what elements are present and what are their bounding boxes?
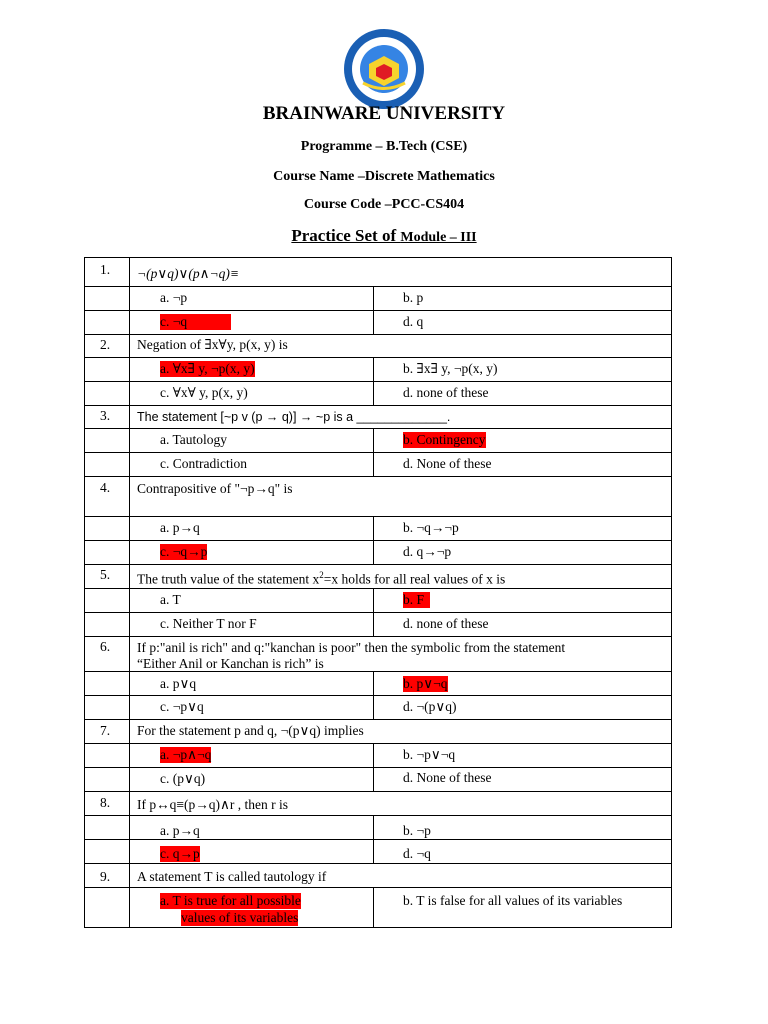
option-c-correct: c. ¬q	[160, 314, 231, 330]
option-a-correct: a. T is true for all possible	[160, 893, 301, 908]
question-text-part: The truth value of the statement x	[137, 571, 320, 587]
option-d: d. none of these	[403, 385, 489, 400]
question-text: The statement [~p v (p → q)] → ~p is a _____________.	[137, 410, 451, 424]
option-a-correct: a. ∀x∃ y, ¬p(x, y)	[160, 361, 255, 376]
question-text: A statement T is called tautology if	[137, 869, 327, 884]
exponent: 2	[319, 570, 324, 580]
question-number: 6.	[100, 639, 111, 654]
option-b: b. ¬q→¬p	[403, 520, 459, 535]
question-text	[137, 567, 505, 588]
option-d: d. q→¬p	[403, 544, 452, 559]
course-name-line: Course Name –Discrete Mathematics	[273, 169, 495, 184]
question-number: 3.	[100, 408, 111, 423]
question-text-part: =x holds for all real values of x is	[323, 571, 506, 587]
option-c: c. ¬p∨q	[160, 699, 204, 714]
option-b-correct: b. F	[403, 592, 430, 608]
question-number: 4.	[100, 480, 111, 495]
option-c: c. Neither T nor F	[160, 616, 257, 631]
option-d: d. None of these	[403, 770, 492, 785]
option-c-correct: c. q→p	[160, 846, 200, 861]
option-b: b. ¬p	[403, 823, 431, 838]
option-d: d. q	[403, 314, 424, 329]
question-text: Negation of ∃x∀y, p(x, y) is	[137, 337, 288, 352]
university-title: BRAINWARE UNIVERSITY	[262, 103, 506, 124]
option-c: c. ∀x∀ y, p(x, y)	[160, 385, 248, 400]
question-number: 9.	[100, 869, 111, 884]
question-number: 1.	[100, 262, 111, 277]
option-b: b. p	[403, 290, 424, 305]
question-text-line2: “Either Anil or Kanchan is rich” is	[137, 656, 324, 671]
module-label: Module – III	[400, 230, 477, 245]
option-b: b. ∃x∃ y, ¬p(x, y)	[403, 361, 498, 376]
option-d: d. ¬(p∨q)	[403, 699, 457, 714]
option-a: a. T	[160, 592, 181, 607]
question-text: Contrapositive of "¬p→q" is	[137, 481, 293, 496]
option-d: d. ¬q	[403, 846, 431, 861]
option-a: a. p∨q	[160, 676, 197, 691]
option-b: b. ¬p∨¬q	[403, 747, 456, 762]
question-text: If p↔q≡(p→q)∧r , then r is	[137, 797, 288, 812]
option-a: a. ¬p	[160, 290, 188, 305]
question-number: 7.	[100, 723, 111, 738]
question-text: ¬(p∨q)∨(p∧¬q)≡	[137, 266, 239, 281]
option-a: a. Tautology	[160, 432, 228, 447]
option-c-correct: c. ¬q→p	[160, 544, 208, 559]
option-b-correct: b. p∨¬q	[403, 676, 448, 691]
option-c: c. Contradiction	[160, 456, 247, 471]
option-c: c. (p∨q)	[160, 771, 206, 786]
question-number: 5.	[100, 567, 111, 582]
question-text: For the statement p and q, ¬(p∨q) implies	[137, 723, 364, 738]
practice-set-label: Practice Set of	[291, 226, 401, 245]
option-a: a. p→q	[160, 520, 200, 535]
question-text: If p:"anil is rich" and q:"kanchan is poor" then the symbolic from the statement	[137, 640, 566, 655]
course-code-line: Course Code –PCC-CS404	[303, 197, 465, 212]
option-a: a. p→q	[160, 823, 200, 838]
option-b-correct: b. Contingency	[403, 432, 486, 447]
question-number: 8.	[100, 795, 111, 810]
option-d: d. None of these	[403, 456, 492, 471]
option-a-correct: a. ¬p∧¬q	[160, 747, 212, 762]
option-a-correct-line2: values of its variables	[181, 910, 299, 925]
option-b: b. T is false for all values of its variables	[403, 893, 623, 908]
programme-line: Programme – B.Tech (CSE)	[300, 139, 468, 154]
option-d: d. none of these	[403, 616, 489, 631]
question-number: 2.	[100, 337, 111, 352]
